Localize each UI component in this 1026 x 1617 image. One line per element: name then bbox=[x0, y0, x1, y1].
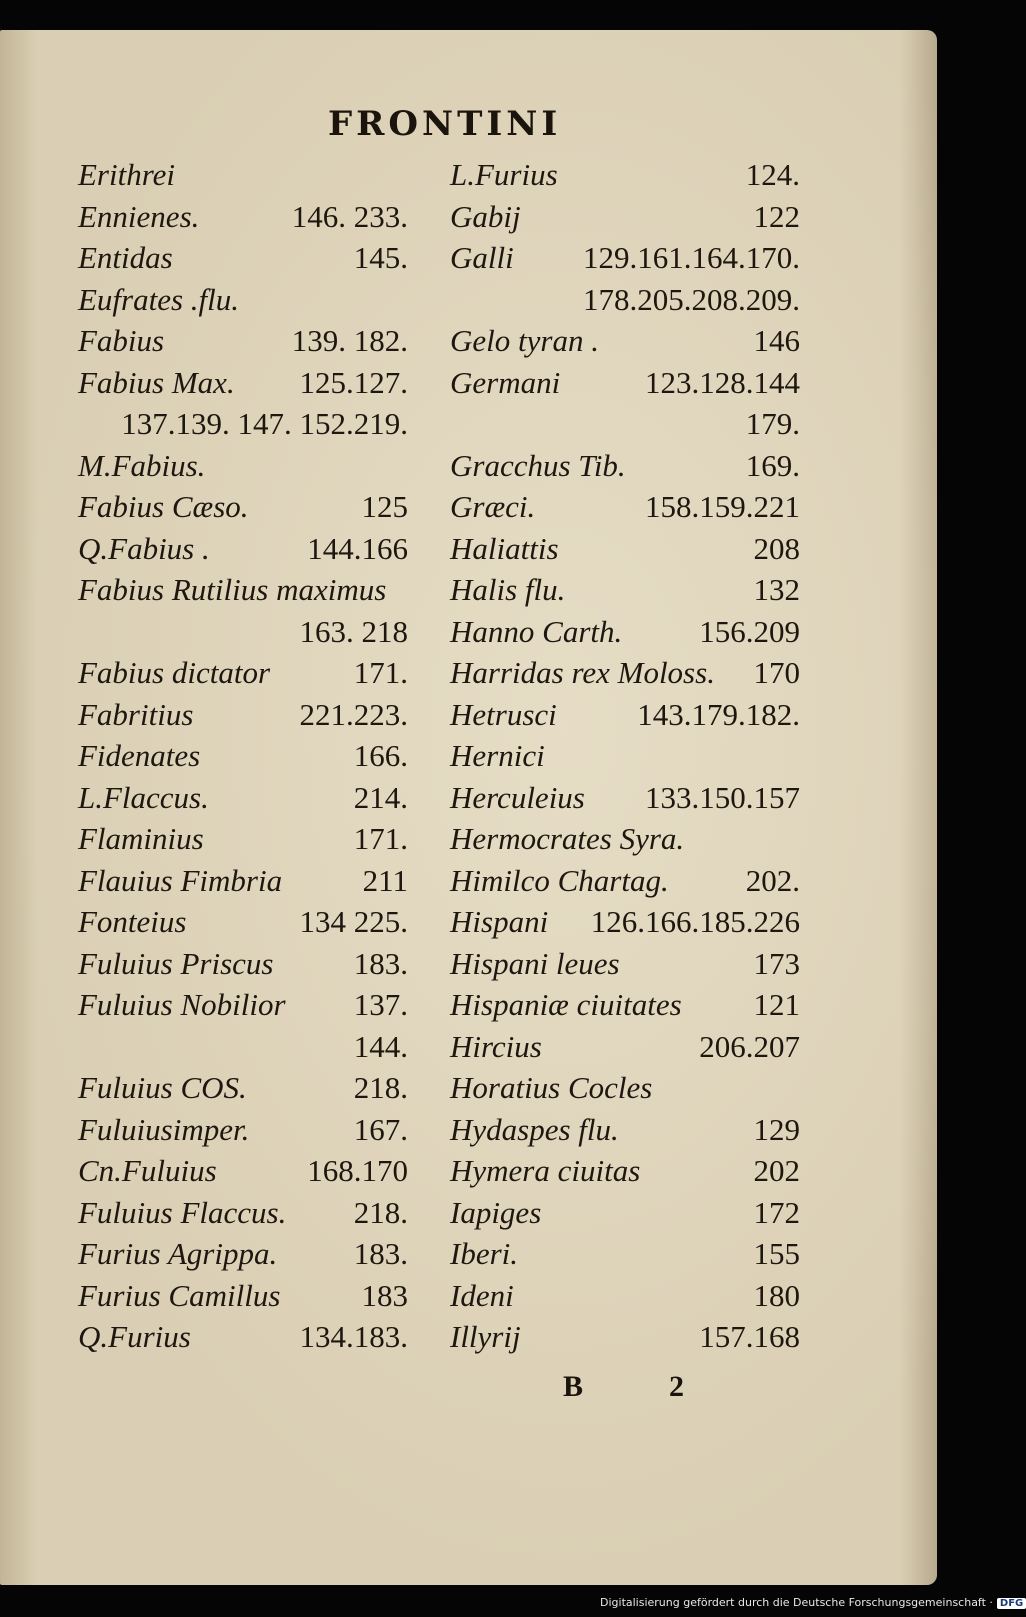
entry-name: Horatius Cocles bbox=[450, 1070, 653, 1105]
entry-pages: 214. bbox=[353, 779, 408, 815]
entry-pages: 125.127. bbox=[299, 364, 408, 400]
entry-pages: 178.205.208.209. bbox=[583, 281, 800, 317]
entry-pages: 208 bbox=[753, 530, 800, 566]
entry-pages: 134 225. bbox=[299, 904, 408, 939]
entry-name: Iberi. bbox=[450, 1236, 519, 1271]
index-entry bbox=[450, 943, 800, 985]
entry-name: Hircius bbox=[450, 1028, 542, 1064]
index-entry bbox=[450, 860, 800, 902]
entry-pages: 145. bbox=[353, 240, 408, 275]
entry-pages: 132 bbox=[753, 572, 800, 607]
entry-pages: 144. bbox=[353, 1028, 408, 1064]
entry-pages: 121 bbox=[753, 987, 800, 1022]
signature-number: 2 bbox=[669, 1370, 684, 1403]
entry-name: Fuluius Flaccus. bbox=[78, 1194, 287, 1230]
index-column-right bbox=[450, 154, 800, 1358]
index-entry bbox=[450, 196, 800, 238]
entry-name: Ideni bbox=[450, 1277, 514, 1313]
index-entry bbox=[78, 569, 408, 611]
index-entry bbox=[450, 279, 800, 321]
index-entry bbox=[450, 1109, 800, 1151]
index-entry bbox=[78, 943, 408, 985]
index-entry bbox=[450, 1026, 800, 1068]
entry-name: Gabij bbox=[450, 198, 521, 234]
entry-pages: 125 bbox=[361, 489, 408, 524]
index-entry bbox=[78, 860, 408, 902]
entry-name: Hermocrates Syra. bbox=[450, 821, 685, 856]
entry-pages: 179. bbox=[745, 406, 800, 441]
index-entry bbox=[78, 320, 408, 362]
index-entry bbox=[450, 818, 800, 860]
entry-pages: 171. bbox=[353, 655, 408, 690]
index-entry bbox=[450, 777, 800, 819]
entry-name: Entidas bbox=[78, 240, 173, 275]
index-entry bbox=[450, 237, 800, 279]
entry-name: Fabius Max. bbox=[78, 364, 235, 400]
index-entry bbox=[78, 362, 408, 404]
entry-name: Fuluius Nobilior bbox=[78, 987, 286, 1022]
entry-pages: 137. bbox=[353, 987, 408, 1022]
entry-name: Cn.Fuluius bbox=[78, 1153, 217, 1188]
entry-name: Germani bbox=[450, 364, 561, 400]
index-entry bbox=[450, 984, 800, 1026]
entry-name: Harridas rex Moloss. bbox=[450, 655, 715, 690]
index-entry bbox=[450, 486, 800, 528]
index-entry bbox=[78, 1316, 408, 1358]
entry-pages: 158.159.221 bbox=[645, 489, 800, 524]
index-entry bbox=[450, 901, 800, 943]
entry-pages: 211 bbox=[362, 862, 408, 898]
index-column-left bbox=[78, 154, 408, 1358]
entry-pages: 180 bbox=[753, 1277, 800, 1313]
index-entry bbox=[450, 1192, 800, 1234]
entry-name: Hispaniæ ciuitates bbox=[450, 987, 682, 1022]
entry-pages: 163. 218 bbox=[299, 613, 408, 649]
index-entry bbox=[450, 1316, 800, 1358]
entry-pages: 156.209 bbox=[699, 613, 800, 649]
entry-name: Q.Furius bbox=[78, 1319, 191, 1354]
entry-name: L.Flaccus. bbox=[78, 779, 209, 815]
index-entry bbox=[78, 818, 408, 860]
entry-name: Herculeius bbox=[450, 779, 585, 815]
entry-pages: 172 bbox=[753, 1194, 800, 1230]
entry-name: Furius Camillus bbox=[78, 1277, 281, 1313]
entry-name: Gracchus Tib. bbox=[450, 447, 626, 483]
entry-name: Fabius dictator bbox=[78, 655, 271, 690]
index-entry bbox=[450, 154, 800, 196]
index-entry bbox=[78, 196, 408, 238]
index-entry bbox=[450, 1275, 800, 1317]
entry-pages: 167. bbox=[353, 1111, 408, 1147]
entry-pages: 134.183. bbox=[299, 1319, 408, 1354]
index-entry bbox=[450, 362, 800, 404]
entry-name: Fuluius Priscus bbox=[78, 945, 274, 981]
entry-pages: 170 bbox=[753, 655, 800, 690]
entry-name: Halis flu. bbox=[450, 572, 566, 607]
entry-pages: 218. bbox=[353, 1194, 408, 1230]
index-entry bbox=[78, 1233, 408, 1275]
index-entry bbox=[78, 694, 408, 736]
entry-name: L.Furius bbox=[450, 157, 558, 192]
entry-name: Flaminius bbox=[78, 821, 204, 856]
entry-pages: 133.150.157 bbox=[645, 779, 800, 815]
entry-name: Eufrates .flu. bbox=[78, 281, 240, 317]
entry-pages: 183. bbox=[353, 945, 408, 981]
entry-name: Fidenates bbox=[78, 738, 201, 773]
entry-name: Fuluius COS. bbox=[78, 1070, 247, 1105]
index-entry bbox=[450, 320, 800, 362]
entry-name: Iapiges bbox=[450, 1194, 542, 1230]
entry-pages: 166. bbox=[353, 738, 408, 773]
entry-name: Flauius Fimbria bbox=[78, 862, 283, 898]
entry-pages: 173 bbox=[753, 945, 800, 981]
entry-pages: 122 bbox=[753, 198, 800, 234]
index-entry bbox=[78, 486, 408, 528]
index-entry bbox=[78, 403, 408, 445]
entry-pages: 221.223. bbox=[299, 696, 408, 732]
entry-name: Gelo tyran . bbox=[450, 323, 599, 358]
entry-pages: 139. 182. bbox=[291, 323, 408, 358]
footer-text: Digitalisierung gefördert durch die Deutsche Forschungsgemeinschaft · bbox=[600, 1596, 993, 1609]
entry-name: Ennienes. bbox=[78, 198, 200, 234]
index-entry bbox=[450, 652, 800, 694]
index-entry bbox=[450, 611, 800, 653]
entry-pages: 137.139. 147. 152.219. bbox=[121, 406, 408, 441]
entry-name: Hispani bbox=[450, 904, 549, 939]
index-entry bbox=[78, 528, 408, 570]
entry-name: Fabius Cæso. bbox=[78, 489, 249, 524]
entry-pages: 155 bbox=[753, 1236, 800, 1271]
entry-name: Haliattis bbox=[450, 530, 559, 566]
index-entry bbox=[78, 1275, 408, 1317]
entry-name: Himilco Chartag. bbox=[450, 862, 669, 898]
entry-pages: 123.128.144 bbox=[645, 364, 800, 400]
entry-pages: 171. bbox=[353, 821, 408, 856]
index-entry bbox=[450, 1067, 800, 1109]
entry-pages: 126.166.185.226 bbox=[590, 904, 800, 939]
index-entry bbox=[78, 154, 408, 196]
index-entry bbox=[78, 984, 408, 1026]
entry-pages: 144.166 bbox=[307, 530, 408, 566]
index-entry bbox=[78, 735, 408, 777]
entry-name: Erithrei bbox=[78, 157, 176, 192]
index-entry bbox=[78, 777, 408, 819]
index-entry bbox=[450, 1233, 800, 1275]
entry-pages: 183 bbox=[361, 1277, 408, 1313]
entry-name: M.Fabius. bbox=[78, 447, 206, 483]
entry-pages: 206.207 bbox=[699, 1028, 800, 1064]
index-entry bbox=[78, 611, 408, 653]
entry-name: Fonteius bbox=[78, 904, 187, 939]
entry-name: Hernici bbox=[450, 738, 545, 773]
index-entry bbox=[450, 403, 800, 445]
entry-pages: 129.161.164.170. bbox=[583, 240, 800, 275]
entry-name: Illyrij bbox=[450, 1319, 521, 1354]
entry-pages: 143.179.182. bbox=[637, 696, 800, 732]
entry-pages: 124. bbox=[745, 157, 800, 192]
digitization-footer bbox=[600, 1596, 1026, 1609]
entry-pages: 146 bbox=[753, 323, 800, 358]
entry-name: Q.Fabius . bbox=[78, 530, 210, 566]
index-entry bbox=[78, 1109, 408, 1151]
entry-name: Fuluiusimper. bbox=[78, 1111, 250, 1147]
entry-pages: 183. bbox=[353, 1236, 408, 1271]
entry-name: Fabius bbox=[78, 323, 165, 358]
entry-name: Græci. bbox=[450, 489, 536, 524]
index-entry bbox=[450, 1150, 800, 1192]
index-entry bbox=[78, 901, 408, 943]
dfg-logo: DFG bbox=[997, 1598, 1026, 1609]
entry-name: Hetrusci bbox=[450, 696, 557, 732]
entry-name: Hymera ciuitas bbox=[450, 1153, 641, 1188]
entry-pages: 168.170 bbox=[307, 1153, 408, 1188]
index-entry bbox=[78, 1192, 408, 1234]
index-entry bbox=[450, 694, 800, 736]
entry-pages: 157.168 bbox=[699, 1319, 800, 1354]
entry-name: Hispani leues bbox=[450, 945, 620, 981]
index-entry bbox=[78, 1026, 408, 1068]
entry-name: Fabius Rutilius maximus bbox=[78, 572, 387, 607]
index-entry bbox=[78, 1067, 408, 1109]
entry-name: Furius Agrippa. bbox=[78, 1236, 278, 1271]
entry-name: Fabritius bbox=[78, 696, 194, 732]
entry-pages: 146. 233. bbox=[291, 198, 408, 234]
entry-pages: 129 bbox=[753, 1111, 800, 1147]
entry-pages: 218. bbox=[353, 1070, 408, 1105]
entry-pages: 202 bbox=[753, 1153, 800, 1188]
entry-name: Hanno Carth. bbox=[450, 613, 623, 649]
index-entry bbox=[450, 445, 800, 487]
index-entry bbox=[78, 445, 408, 487]
running-header: FRONTINI bbox=[328, 104, 562, 144]
index-entry bbox=[450, 528, 800, 570]
index-entry bbox=[450, 735, 800, 777]
index-entry bbox=[78, 1150, 408, 1192]
entry-name: Hydaspes flu. bbox=[450, 1111, 619, 1147]
entry-name: Galli bbox=[450, 240, 514, 275]
entry-pages: 169. bbox=[745, 447, 800, 483]
index-entry bbox=[78, 237, 408, 279]
index-entry bbox=[78, 652, 408, 694]
index-entry bbox=[450, 569, 800, 611]
signature-letter: B bbox=[563, 1370, 584, 1403]
index-entry bbox=[78, 279, 408, 321]
entry-pages: 202. bbox=[745, 862, 800, 898]
